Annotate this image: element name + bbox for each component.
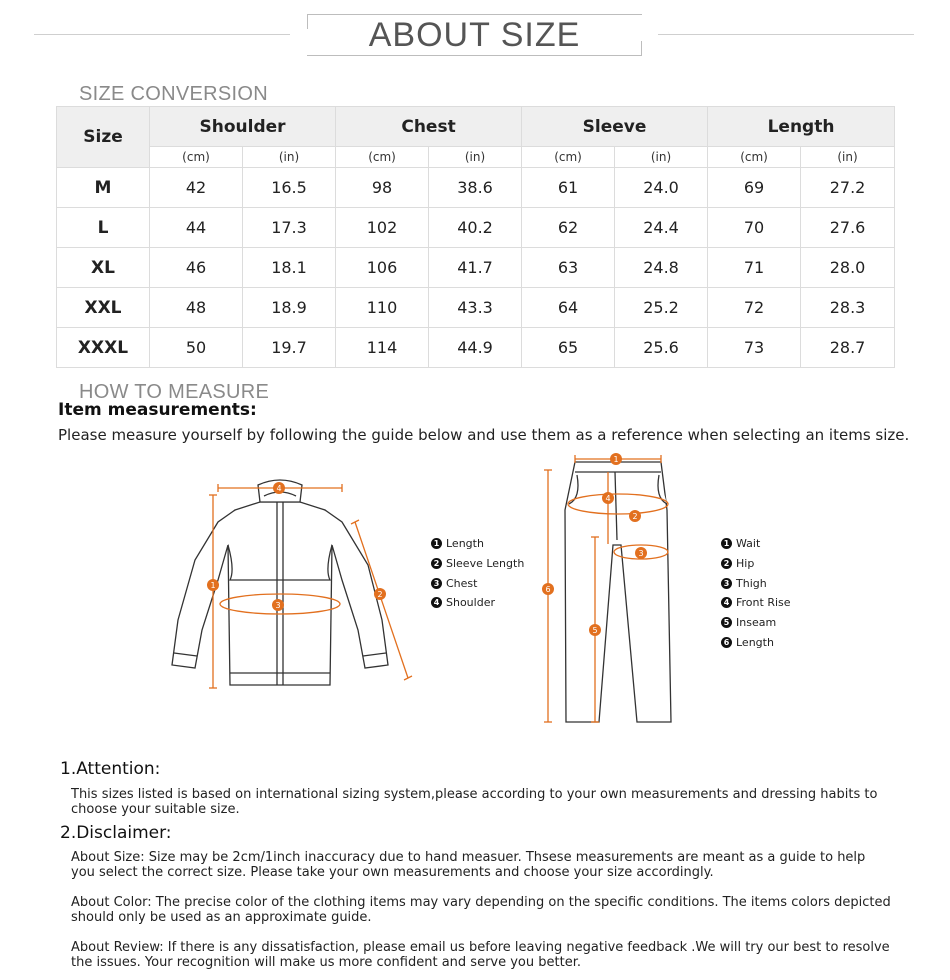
table-cell: 50	[150, 328, 243, 368]
table-cell: 28.7	[801, 328, 895, 368]
legend-label: Inseam	[736, 616, 777, 630]
table-cell: 18.1	[243, 248, 336, 288]
legend-item	[721, 534, 791, 554]
table-cell: 64	[522, 288, 615, 328]
jacket-legend	[431, 534, 524, 613]
table-cell: 38.6	[429, 168, 522, 208]
size-cell: M	[57, 168, 150, 208]
table-cell: 27.6	[801, 208, 895, 248]
svg-text:6: 6	[545, 585, 551, 594]
page-header	[0, 10, 950, 60]
unit-cm: (cm)	[708, 147, 801, 168]
table-cell: 28.3	[801, 288, 895, 328]
how-to-measure-label: HOW TO MEASURE	[79, 381, 270, 403]
legend-label: Length	[446, 537, 484, 551]
table-cell: 98	[336, 168, 429, 208]
legend-number-icon: 3	[431, 578, 442, 589]
legend-label: Sleeve Length	[446, 557, 525, 571]
size-conversion-label: SIZE CONVERSION	[79, 83, 268, 105]
jacket-diagram	[160, 470, 420, 700]
pants-legend	[721, 534, 791, 652]
size-column-header: Size	[57, 107, 150, 168]
legend-number-icon: 5	[721, 617, 732, 628]
unit-cm: (cm)	[522, 147, 615, 168]
table-cell: 44.9	[429, 328, 522, 368]
legend-number-icon: 2	[431, 558, 442, 569]
legend-number-icon: 4	[431, 597, 442, 608]
table-cell: 114	[336, 328, 429, 368]
svg-text:1: 1	[210, 581, 216, 590]
table-cell: 17.3	[243, 208, 336, 248]
svg-text:3: 3	[638, 549, 644, 558]
table-cell: 62	[522, 208, 615, 248]
length-header: Length	[708, 107, 895, 147]
sleeve-header: Sleeve	[522, 107, 708, 147]
legend-item	[721, 613, 791, 633]
page-title: ABOUT SIZE	[368, 16, 581, 54]
unit-in: (in)	[801, 147, 895, 168]
table-cell: 41.7	[429, 248, 522, 288]
legend-item	[431, 593, 524, 613]
table-cell: 25.6	[615, 328, 708, 368]
table-row	[57, 248, 895, 288]
table-cell: 27.2	[801, 168, 895, 208]
unit-in: (in)	[615, 147, 708, 168]
table-cell: 28.0	[801, 248, 895, 288]
size-cell: L	[57, 208, 150, 248]
table-row	[57, 208, 895, 248]
item-measurements-title: Item measurements:	[58, 400, 257, 420]
legend-number-icon: 6	[721, 637, 732, 648]
table-cell: 24.8	[615, 248, 708, 288]
table-cell: 18.9	[243, 288, 336, 328]
table-row	[57, 168, 895, 208]
svg-text:2: 2	[632, 512, 638, 521]
legend-number-icon: 2	[721, 558, 732, 569]
size-table	[56, 106, 895, 368]
table-cell: 71	[708, 248, 801, 288]
unit-cm: (cm)	[150, 147, 243, 168]
table-cell: 73	[708, 328, 801, 368]
legend-item	[721, 573, 791, 593]
header-title-box	[307, 14, 642, 56]
svg-text:2: 2	[377, 590, 383, 599]
table-cell: 61	[522, 168, 615, 208]
svg-text:1: 1	[613, 455, 619, 464]
table-cell: 42	[150, 168, 243, 208]
svg-text:4: 4	[605, 494, 611, 503]
table-cell: 65	[522, 328, 615, 368]
size-cell: XL	[57, 248, 150, 288]
table-cell: 24.0	[615, 168, 708, 208]
table-cell: 44	[150, 208, 243, 248]
attention-heading: 1.Attention:	[60, 759, 161, 779]
legend-item	[431, 573, 524, 593]
legend-label: Front Rise	[736, 596, 791, 610]
header-rule-left	[34, 34, 290, 35]
table-cell: 63	[522, 248, 615, 288]
unit-in: (in)	[243, 147, 336, 168]
svg-text:3: 3	[275, 601, 281, 610]
table-cell: 69	[708, 168, 801, 208]
legend-label: Thigh	[736, 576, 767, 590]
legend-item	[721, 554, 791, 574]
about-review-text: About Review: If there is any dissatisfaction, please email us before leaving negative feedback .We will try our best to resolve the issues. Your recognition will make us more confident and serve you better.	[71, 940, 890, 970]
legend-number-icon: 1	[431, 538, 442, 549]
legend-item	[431, 554, 524, 574]
table-cell: 24.4	[615, 208, 708, 248]
jacket-outline	[172, 480, 388, 685]
table-cell: 70	[708, 208, 801, 248]
table-cell: 46	[150, 248, 243, 288]
legend-number-icon: 4	[721, 597, 732, 608]
table-cell: 72	[708, 288, 801, 328]
unit-cm: (cm)	[336, 147, 429, 168]
pants-diagram	[535, 450, 685, 730]
table-cell: 43.3	[429, 288, 522, 328]
legend-label: Hip	[736, 557, 755, 571]
table-cell: 40.2	[429, 208, 522, 248]
table-cell: 102	[336, 208, 429, 248]
about-size-text: About Size: Size may be 2cm/1inch inaccuracy due to hand measuer. Thsese measurements are meant as a guide to help you select the correct size. Please take your own measurements and choose your size accordingly.	[71, 850, 866, 880]
legend-label: Chest	[446, 576, 478, 590]
table-cell: 48	[150, 288, 243, 328]
legend-item	[431, 534, 524, 554]
table-cell: 106	[336, 248, 429, 288]
header-rule-right	[658, 34, 914, 35]
about-color-text: About Color: The precise color of the clothing items may vary depending on the specific conditions. The items colors depicted should only be used as an approximate guide.	[71, 895, 891, 925]
attention-text: This sizes listed is based on international sizing system,please according to your own measurements and dressing habits to choose your suitable size.	[71, 787, 878, 817]
disclaimer-heading: 2.Disclaimer:	[60, 823, 172, 843]
legend-number-icon: 1	[721, 538, 732, 549]
unit-in: (in)	[429, 147, 522, 168]
legend-item	[721, 632, 791, 652]
size-cell: XXL	[57, 288, 150, 328]
legend-label: Length	[736, 635, 774, 649]
chest-header: Chest	[336, 107, 522, 147]
table-cell: 19.7	[243, 328, 336, 368]
item-measurements-description: Please measure yourself by following the guide below and use them as a reference when selecting an items size.	[58, 426, 910, 444]
shoulder-header: Shoulder	[150, 107, 336, 147]
table-cell: 110	[336, 288, 429, 328]
table-row	[57, 288, 895, 328]
table-cell: 25.2	[615, 288, 708, 328]
legend-label: Wait	[736, 537, 761, 551]
svg-text:5: 5	[592, 626, 598, 635]
legend-item	[721, 593, 791, 613]
svg-text:4: 4	[276, 484, 282, 493]
table-cell: 16.5	[243, 168, 336, 208]
legend-number-icon: 3	[721, 578, 732, 589]
size-cell: XXXL	[57, 328, 150, 368]
table-row	[57, 328, 895, 368]
pants-outline	[565, 462, 671, 722]
legend-label: Shoulder	[446, 596, 495, 610]
